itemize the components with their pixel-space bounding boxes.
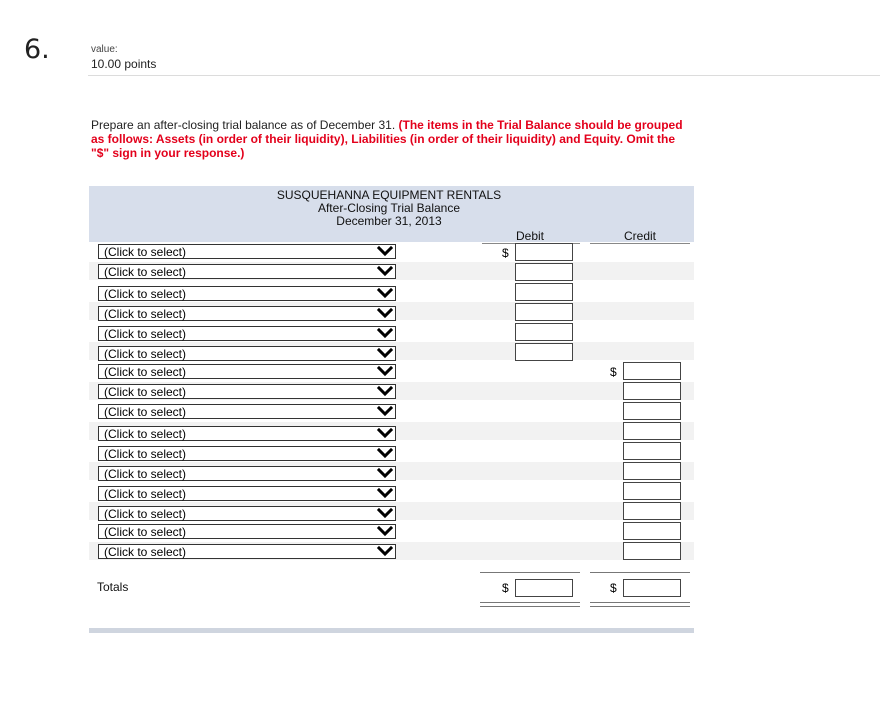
chevron-down-icon (375, 506, 395, 521)
chevron-down-icon (375, 326, 395, 341)
debit-total-rule-2 (480, 606, 580, 607)
credit-input[interactable] (623, 422, 681, 440)
account-select-value: (Click to select) (104, 385, 187, 399)
credit-input[interactable] (623, 362, 681, 380)
account-select[interactable] (98, 486, 396, 501)
account-select-value: (Click to select) (104, 307, 187, 321)
credit-currency: $ (610, 365, 617, 379)
account-select[interactable] (98, 326, 396, 341)
chevron-down-icon (375, 544, 395, 559)
account-select[interactable] (98, 244, 396, 259)
debit-currency: $ (502, 246, 509, 260)
credit-input[interactable] (623, 482, 681, 500)
credit-input[interactable] (623, 522, 681, 540)
points-value: 10.00 points (91, 57, 157, 71)
account-select[interactable] (98, 346, 396, 361)
account-select-value: (Click to select) (104, 427, 187, 441)
debit-column-header: Debit (515, 229, 544, 243)
chevron-down-icon (375, 264, 395, 279)
account-select[interactable] (98, 446, 396, 461)
credit-input[interactable] (623, 502, 681, 520)
account-select-value: (Click to select) (104, 487, 187, 501)
instructions-text: Prepare an after-closing trial balance as of December 31. (91, 118, 399, 132)
account-select[interactable] (98, 286, 396, 301)
debit-total-rule-1 (480, 602, 580, 603)
credit-input[interactable] (623, 442, 681, 460)
account-select-value: (Click to select) (104, 245, 187, 259)
account-select-value: (Click to select) (104, 405, 187, 419)
account-select-value: (Click to select) (104, 327, 187, 341)
credit-total-rule-top (590, 572, 690, 573)
account-select[interactable] (98, 306, 396, 321)
instructions (91, 118, 691, 160)
account-select[interactable] (98, 264, 396, 279)
account-select[interactable] (98, 466, 396, 481)
credit-input[interactable] (623, 382, 681, 400)
debit-input[interactable] (515, 323, 573, 341)
account-select[interactable] (98, 404, 396, 419)
value-label: value: (91, 44, 118, 55)
chevron-down-icon (375, 426, 395, 441)
account-select-value: (Click to select) (104, 265, 187, 279)
credit-header-rule (590, 243, 690, 244)
chevron-down-icon (375, 524, 395, 539)
account-select[interactable] (98, 426, 396, 441)
account-select-value: (Click to select) (104, 467, 187, 481)
account-select-value: (Click to select) (104, 347, 187, 361)
account-select[interactable] (98, 524, 396, 539)
account-select-value: (Click to select) (104, 507, 187, 521)
question-number: 6. (24, 34, 50, 65)
total-credit-currency: $ (610, 581, 617, 595)
table-footer-bar (89, 628, 694, 633)
chevron-down-icon (375, 286, 395, 301)
debit-total-rule-top (480, 572, 580, 573)
instructions-highlight: (The items in the Trial Balance should be grouped as follows: Assets (in order of their liquidity), Liabilities (in order of their liquidity) and Equity. Omit the "$" sign in your response.) (91, 118, 683, 160)
chevron-down-icon (375, 404, 395, 419)
company-name: SUSQUEHANNA EQUIPMENT RENTALS (276, 188, 502, 202)
chevron-down-icon (375, 244, 395, 259)
chevron-down-icon (375, 306, 395, 321)
chevron-down-icon (375, 384, 395, 399)
account-select-value: (Click to select) (104, 525, 187, 539)
totals-label: Totals (97, 580, 129, 594)
account-select[interactable] (98, 544, 396, 559)
debit-input[interactable] (515, 263, 573, 281)
statement-title: After-Closing Trial Balance (317, 201, 461, 215)
chevron-down-icon (375, 446, 395, 461)
credit-total-rule-2 (590, 606, 690, 607)
account-select[interactable] (98, 384, 396, 399)
chevron-down-icon (375, 486, 395, 501)
total-debit-input[interactable] (515, 579, 573, 597)
account-select-value: (Click to select) (104, 447, 187, 461)
debit-input[interactable] (515, 283, 573, 301)
chevron-down-icon (375, 346, 395, 361)
account-select[interactable] (98, 364, 396, 379)
statement-date: December 31, 2013 (336, 214, 442, 228)
debit-input[interactable] (515, 303, 573, 321)
header-divider (88, 75, 880, 76)
chevron-down-icon (375, 364, 395, 379)
chevron-down-icon (375, 466, 395, 481)
account-select-value: (Click to select) (104, 287, 187, 301)
credit-column-header: Credit (623, 229, 656, 243)
credit-input[interactable] (623, 462, 681, 480)
credit-input[interactable] (623, 542, 681, 560)
debit-input[interactable] (515, 343, 573, 361)
total-debit-currency: $ (502, 581, 509, 595)
credit-total-rule-1 (590, 602, 690, 603)
debit-input[interactable] (515, 243, 573, 261)
account-select[interactable] (98, 506, 396, 521)
account-select-value: (Click to select) (104, 365, 187, 379)
credit-input[interactable] (623, 402, 681, 420)
account-select-value: (Click to select) (104, 545, 187, 559)
total-credit-input[interactable] (623, 579, 681, 597)
